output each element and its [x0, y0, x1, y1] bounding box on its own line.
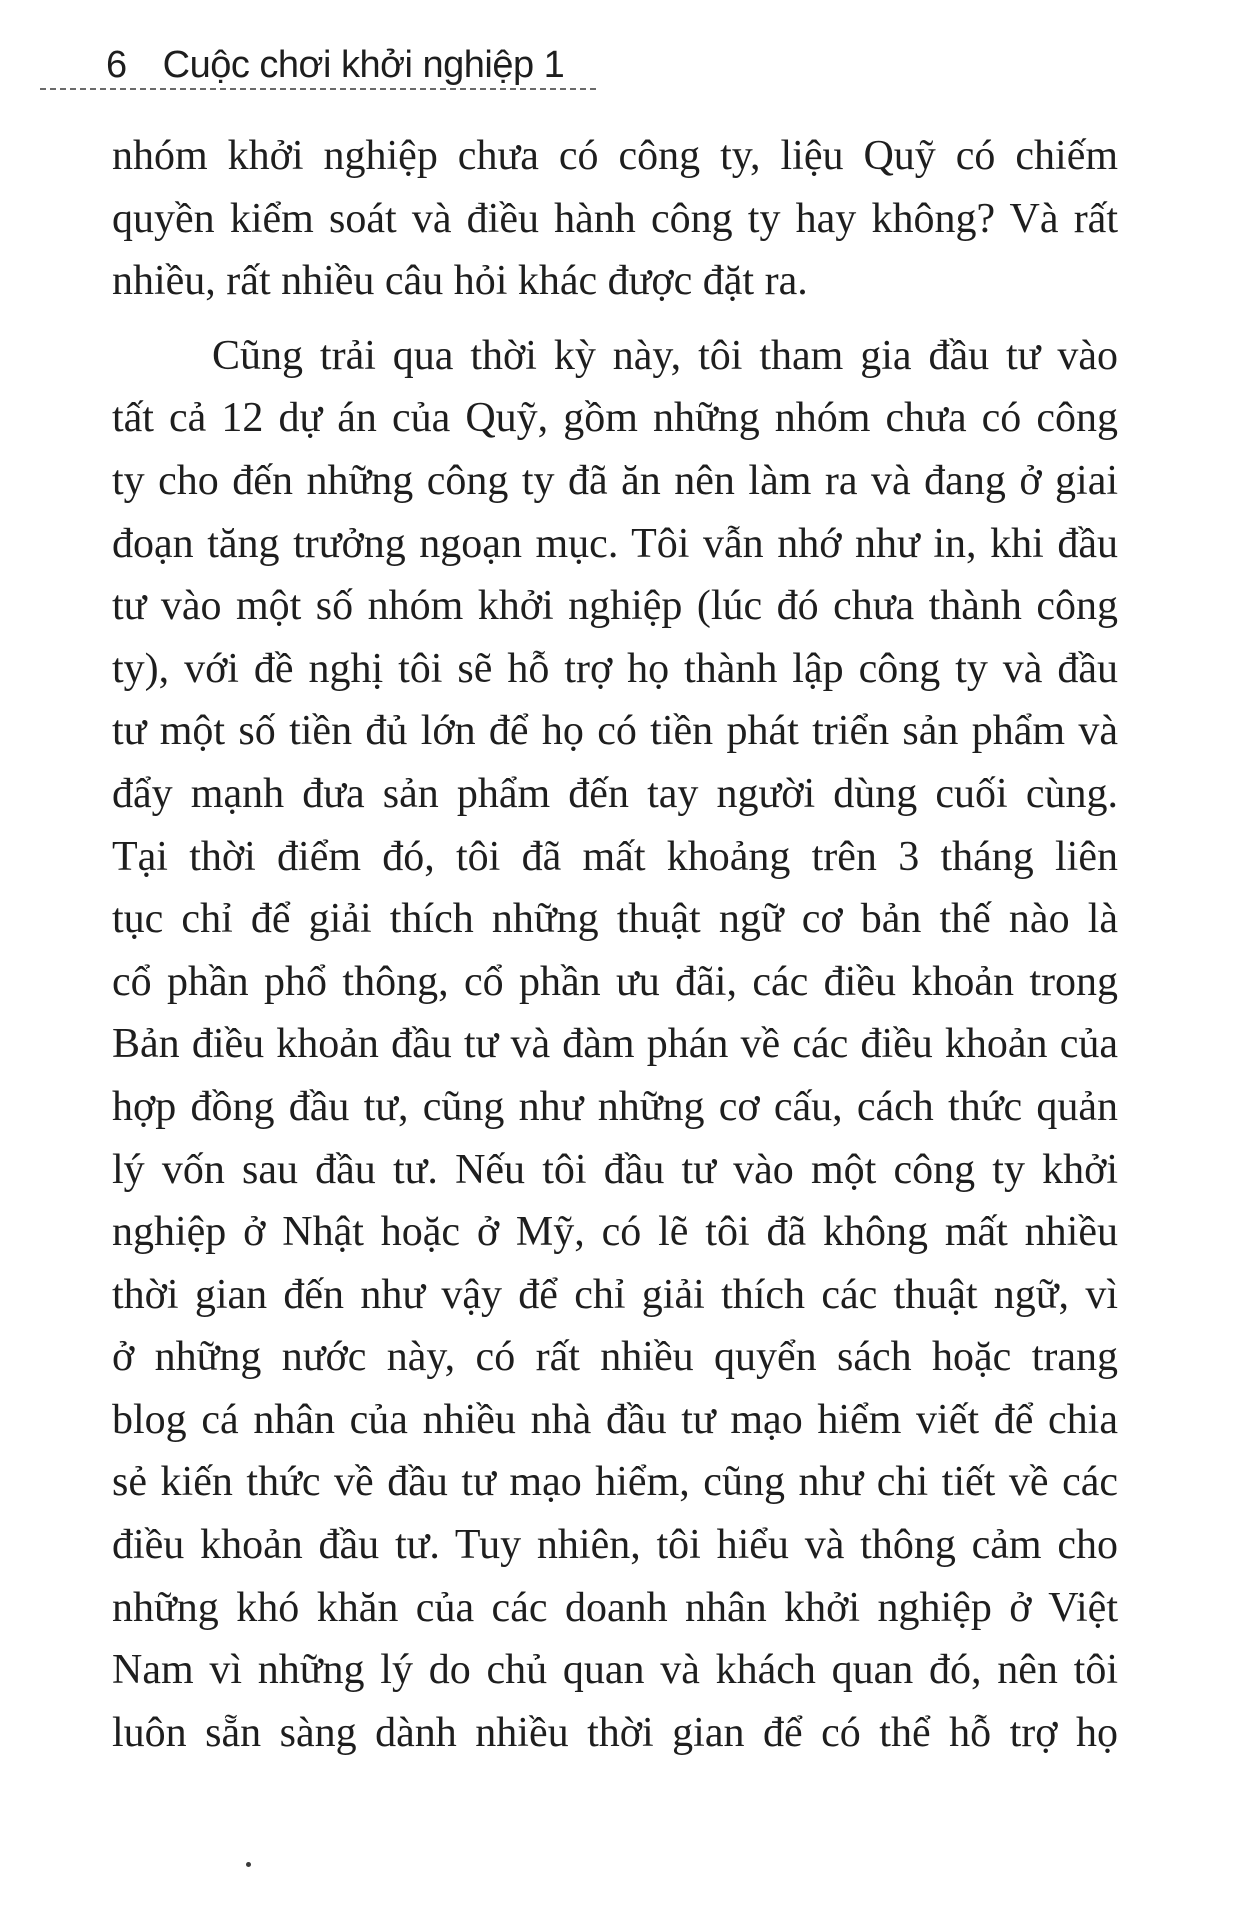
stray-ink-dot	[246, 1862, 251, 1867]
text-line: hợp đồng đầu tư, cũng như những cơ cấu, cách thức quản	[112, 1083, 1118, 1130]
text-line: thời gian đến như vậy để chỉ giải thích các thuật ngữ, vì	[112, 1271, 1118, 1318]
text-line: cổ phần phổ thông, cổ phần ưu đãi, các điều khoản trong	[112, 958, 1118, 1005]
text-line: ty), với đề nghị tôi sẽ hỗ trợ họ thành lập công ty và đầu	[112, 645, 1118, 692]
text-line: nhóm khởi nghiệp chưa có công ty, liệu Quỹ có chiếm	[112, 133, 1118, 179]
book-title: Cuộc chơi khởi nghiệp 1	[162, 44, 565, 86]
text-line: tư một số tiền đủ lớn để họ có tiền phát triển sản phẩm và	[112, 708, 1118, 755]
running-header	[40, 36, 596, 96]
text-line: nhiều, rất nhiều câu hỏi khác được đặt ra.	[112, 258, 808, 305]
header-dashed-rule	[40, 88, 596, 90]
paragraph-1	[112, 125, 1118, 313]
text-line: luôn sẵn sàng dành nhiều thời gian để có thể hỗ trợ họ	[112, 1709, 1118, 1756]
text-line: Bản điều khoản đầu tư và đàm phán về các điều khoản của	[112, 1021, 1118, 1068]
text-line: Cũng trải qua thời kỳ này, tôi tham gia đầu tư vào	[212, 332, 1118, 379]
text-line: tất cả 12 dự án của Quỹ, gồm những nhóm chưa có công	[112, 395, 1118, 442]
text-line: Tại thời điểm đó, tôi đã mất khoảng trên 3 tháng liên	[112, 833, 1118, 880]
text-line: tư vào một số nhóm khởi nghiệp (lúc đó chưa thành công	[112, 583, 1118, 630]
text-line: quyền kiểm soát và điều hành công ty hay không? Và rất	[112, 195, 1118, 242]
text-line: sẻ kiến thức về đầu tư mạo hiểm, cũng như chi tiết về các	[112, 1459, 1118, 1506]
paragraph-2	[112, 325, 1118, 1765]
text-line: đẩy mạnh đưa sản phẩm đến tay người dùng cuối cùng.	[112, 770, 1118, 817]
text-line: blog cá nhân của nhiều nhà đầu tư mạo hiểm viết để chia	[112, 1396, 1118, 1443]
text-line: tục chỉ để giải thích những thuật ngữ cơ bản thế nào là	[112, 896, 1118, 943]
text-line: những khó khăn của các doanh nhân khởi nghiệp ở Việt	[112, 1584, 1118, 1631]
text-line: điều khoản đầu tư. Tuy nhiên, tôi hiểu và thông cảm cho	[112, 1522, 1118, 1569]
body-text	[112, 125, 1118, 1764]
text-line: ty cho đến những công ty đã ăn nên làm ra và đang ở giai	[112, 457, 1118, 504]
text-line: Nam vì những lý do chủ quan và khách quan đó, nên tôi	[112, 1647, 1118, 1694]
text-line: ở những nước này, có rất nhiều quyển sách hoặc trang	[112, 1334, 1118, 1381]
text-line: đoạn tăng trưởng ngoạn mục. Tôi vẫn nhớ như in, khi đầu	[112, 520, 1118, 567]
page-number: 6	[106, 44, 127, 86]
header-line	[106, 42, 564, 88]
text-line: nghiệp ở Nhật hoặc ở Mỹ, có lẽ tôi đã không mất nhiều	[112, 1209, 1118, 1256]
text-line: lý vốn sau đầu tư. Nếu tôi đầu tư vào một công ty khởi	[112, 1146, 1118, 1193]
